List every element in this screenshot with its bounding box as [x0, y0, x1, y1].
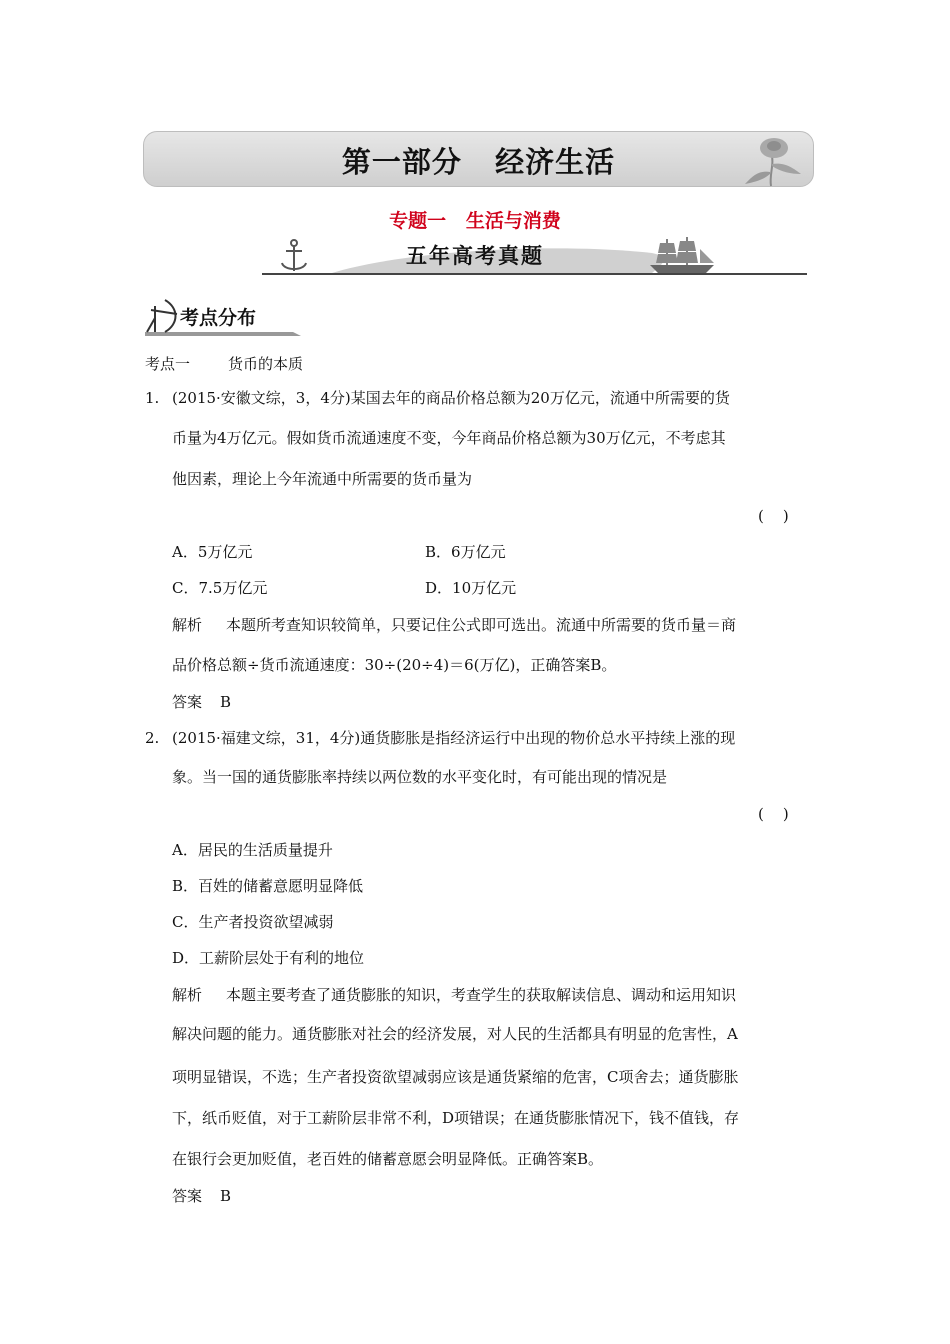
question-number: 2. — [145, 729, 160, 747]
analysis-label: 解析 — [172, 616, 203, 634]
topic-title: 专题一 生活与消费 — [389, 210, 561, 232]
analysis-line: 项明显错误，不选；生产者投资欲望减弱应该是通货紧缩的危害，C项舍去；通货膨胀 — [172, 1068, 739, 1086]
analysis-line: 本题主要考查了通货膨胀的知识，考查学生的获取解读信息、调动和运用知识 — [226, 986, 737, 1004]
option-b: B．6万亿元 — [425, 543, 506, 561]
part-banner — [143, 131, 814, 187]
analysis-line: 本题所考查知识较简单，只要记住公式即可选出。流通中所需要的货币量＝商 — [226, 616, 737, 634]
answer-label: 答案 — [172, 1187, 203, 1205]
analysis-line: 下，纸币贬值，对于工薪阶层非常不利，D项错误；在通货膨胀情况下，钱不值钱，存 — [172, 1109, 740, 1127]
option-a: A．居民的生活质量提升 — [172, 841, 333, 859]
point-label: 考点一 — [145, 355, 191, 373]
question-stem-line: (2015·安徽文综，3，4分)某国去年的商品价格总额为20万亿元，流通中所需要的货 — [172, 389, 730, 407]
option-c: C．7.5万亿元 — [172, 579, 268, 597]
answer-bracket: ( ) — [758, 805, 789, 823]
question-stem-line: 象。当一国的通货膨胀率持续以两位数的水平变化时，有可能出现的情况是 — [172, 768, 668, 786]
answer-bracket: ( ) — [758, 507, 789, 525]
question-stem-line: (2015·福建文综，31，4分)通货膨胀是指经济运行中出现的物价总水平持续上涨的现 — [172, 729, 736, 747]
analysis-line: 品价格总额÷货币流通速度：30÷(20÷4)＝6(万亿)，正确答案B。 — [172, 656, 617, 674]
archer-icon — [147, 300, 177, 332]
option-d: D．10万亿元 — [425, 579, 517, 597]
answer-value: B — [220, 1187, 232, 1205]
option-b: B．百姓的储蓄意愿明显降低 — [172, 877, 364, 895]
analysis-line: 解决问题的能力。通货膨胀对社会的经济发展，对人民的生活都具有明显的危害性，A — [172, 1025, 738, 1043]
option-c: C．生产者投资欲望减弱 — [172, 913, 334, 931]
option-d: D．工薪阶层处于有利的地位 — [172, 949, 365, 967]
answer-value: B — [220, 693, 232, 711]
question-number: 1. — [145, 389, 160, 407]
analysis-line: 在银行会更加贬值，老百姓的储蓄意愿会明显降低。正确答案B。 — [172, 1150, 604, 1168]
section-title: 考点分布 — [180, 307, 257, 329]
part-title: 第一部分 经济生活 — [341, 145, 616, 179]
question-stem-line: 币量为4万亿元。假如货币流通速度不变，今年商品价格总额为30万亿元，不考虑其 — [172, 429, 726, 447]
option-a: A．5万亿元 — [172, 543, 253, 561]
topic-subtitle: 五年高考真题 — [406, 244, 544, 268]
question-stem-line: 他因素，理论上今年流通中所需要的货币量为 — [172, 470, 473, 488]
answer-label: 答案 — [172, 693, 203, 711]
flower-decoration-icon — [741, 134, 805, 188]
analysis-label: 解析 — [172, 986, 203, 1004]
point-name: 货币的本质 — [228, 355, 304, 373]
